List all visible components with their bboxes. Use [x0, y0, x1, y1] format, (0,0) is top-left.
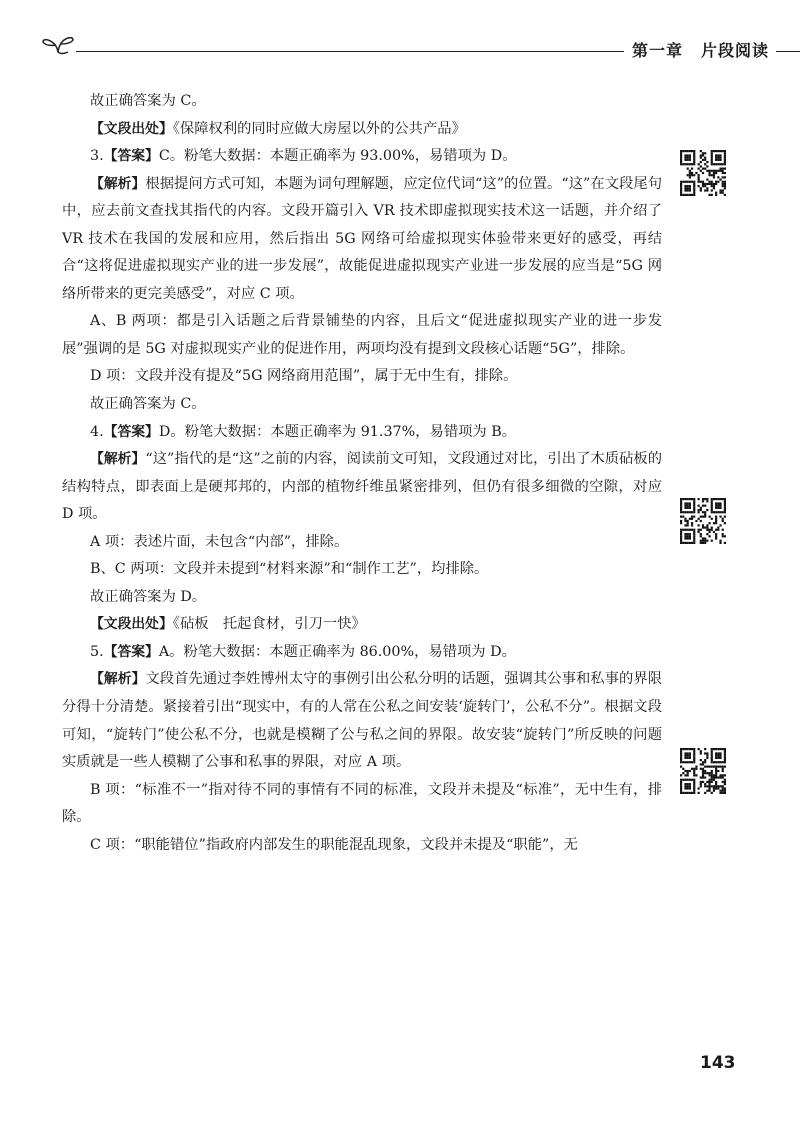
- question-number: 5.: [90, 643, 104, 660]
- option-analysis: B 项：“标准不一”指对待不同的事情有不同的标准，文段并未提及“标准”，无中生有，排除。: [62, 781, 662, 826]
- analysis-tag-label: 解析: [103, 671, 132, 688]
- answer-conclusion: 故正确答案为 D。: [90, 588, 207, 605]
- answer-text: C。粉笔大数据：本题正确率为 93.00%，易错项为 D。: [158, 148, 517, 165]
- paragraph: [62, 143, 662, 171]
- answer-tag-label: 答案: [117, 423, 146, 440]
- qr-code[interactable]: [680, 748, 726, 794]
- paragraph: [62, 832, 662, 860]
- analysis-text: 根据提问方式可知，本题为词句理解题，应定位代词“这”的位置。“这”在文段尾句中，应去前文查找其指代的内容。文段开篇引入 VR 技术即虚拟现实技术这一话题，并介绍了 VR 技术在我国的发展和应用，然后指出 5G 网络可给虚拟现实体验带来更好的感受，再结合“这将促进虚拟现实产业的进一步发展”，故能促进虚拟现实产业进一步发展的应当是“5G 网络所带来的更完美感受”，对应 C 项。: [62, 175, 663, 302]
- qr-code-icon: [680, 498, 726, 544]
- source-tag: 【文段出处】: [90, 120, 173, 137]
- answer-tag-label: 答案: [117, 643, 146, 660]
- paragraph: [62, 419, 662, 447]
- source-tag-label: 文段出处: [103, 120, 159, 137]
- answer-tag: 【答案】: [103, 643, 159, 660]
- qr-code[interactable]: [680, 498, 726, 544]
- qr-code-icon: [680, 748, 726, 794]
- paragraph: [62, 777, 662, 832]
- answer-text: A。粉笔大数据：本题正确率为 86.00%，易错项为 D。: [158, 643, 516, 660]
- option-analysis: C 项：“职能错位”指政府内部发生的职能混乱现象，文段并未提及“职能”，无: [90, 836, 578, 853]
- answer-tag: 【答案】: [103, 423, 159, 440]
- analysis-tag: 【解析】: [90, 175, 146, 192]
- option-analysis: A、B 两项：都是引入话题之后背景铺垫的内容，且后文“促进虚拟现实产业的进一步发展”强调的是 5G 对虚拟现实产业的促进作用，两项均没有提到文段核心话题“5G”，排除。: [62, 313, 662, 357]
- option-analysis: D 项：文段并没有提及“5G 网络商用范围”，属于无中生有，排除。: [90, 368, 518, 385]
- paragraph: [62, 308, 662, 363]
- source-tag: 【文段出处】: [90, 616, 173, 633]
- paragraph: [62, 363, 662, 391]
- source-title: 《砧板 托起食材，引刀一快》: [172, 616, 366, 633]
- analysis-tag: 【解析】: [90, 451, 146, 468]
- answer-text: D。粉笔大数据：本题正确率为 91.37%，易错项为 B。: [158, 423, 517, 440]
- paragraph: [62, 529, 662, 557]
- page-header: [40, 28, 800, 68]
- page-body: [62, 88, 662, 859]
- paragraph: [62, 556, 662, 584]
- paragraph: [62, 391, 662, 419]
- paragraph: [62, 584, 662, 612]
- paragraph: [62, 639, 662, 667]
- question-number: 4.: [90, 423, 104, 440]
- paragraph: [62, 611, 662, 639]
- analysis-tag: 【解析】: [90, 671, 146, 688]
- paragraph: [62, 446, 662, 529]
- sprout-icon: [40, 28, 76, 58]
- analysis-text: 文段首先通过李姓博州太守的事例引出公私分明的话题，强调其公事和私事的界限分得十分清楚。紧接着引出“现实中，有的人常在公私之间安装‘旋转门’，公私不分”。根据文段可知，“旋转门”使公私不分，也就是模糊了公与私之间的界限。故安装“旋转门”所反映的问题实质就是一些人模糊了公事和私事的界限，对应 A 项。: [62, 671, 663, 771]
- qr-code[interactable]: [680, 150, 726, 196]
- source-tag-label: 文段出处: [103, 616, 159, 633]
- answer-tag-label: 答案: [117, 148, 146, 165]
- qr-code-icon: [680, 150, 726, 196]
- answer-conclusion: 故正确答案为 C。: [90, 396, 206, 413]
- question-number: 3.: [90, 148, 104, 165]
- analysis-tag-label: 解析: [103, 451, 132, 468]
- section-label: 片段阅读: [701, 41, 770, 60]
- paragraph: [62, 88, 662, 116]
- answer-tag: 【答案】: [103, 148, 159, 165]
- header-rule-tail: [776, 51, 800, 52]
- chapter-title: [632, 38, 787, 61]
- analysis-text: “这”指代的是“这”之前的内容，阅读前文可知，文段通过对比，引出了木质砧板的结构特点，即表面上是硬邦邦的，内部的植物纤维虽紧密排列，但仍有很多细微的空隙，对应 D 项。: [62, 451, 663, 523]
- option-analysis: A 项：表述片面，未包含“内部”，排除。: [90, 533, 349, 550]
- paragraph: [62, 116, 662, 144]
- paragraph: [62, 171, 662, 309]
- analysis-tag-label: 解析: [103, 175, 132, 192]
- paragraph: [62, 666, 662, 776]
- answer-conclusion: 故正确答案为 C。: [90, 93, 206, 109]
- chapter-label: 第一章: [632, 41, 684, 60]
- source-title: 《保障权利的同时应做大房屋以外的公共产品》: [172, 120, 466, 137]
- option-analysis: B、C 两项：文段并未提到“材料来源”和“制作工艺”，均排除。: [90, 561, 489, 578]
- header-rule: [76, 51, 624, 52]
- page-number: 143: [700, 1053, 736, 1073]
